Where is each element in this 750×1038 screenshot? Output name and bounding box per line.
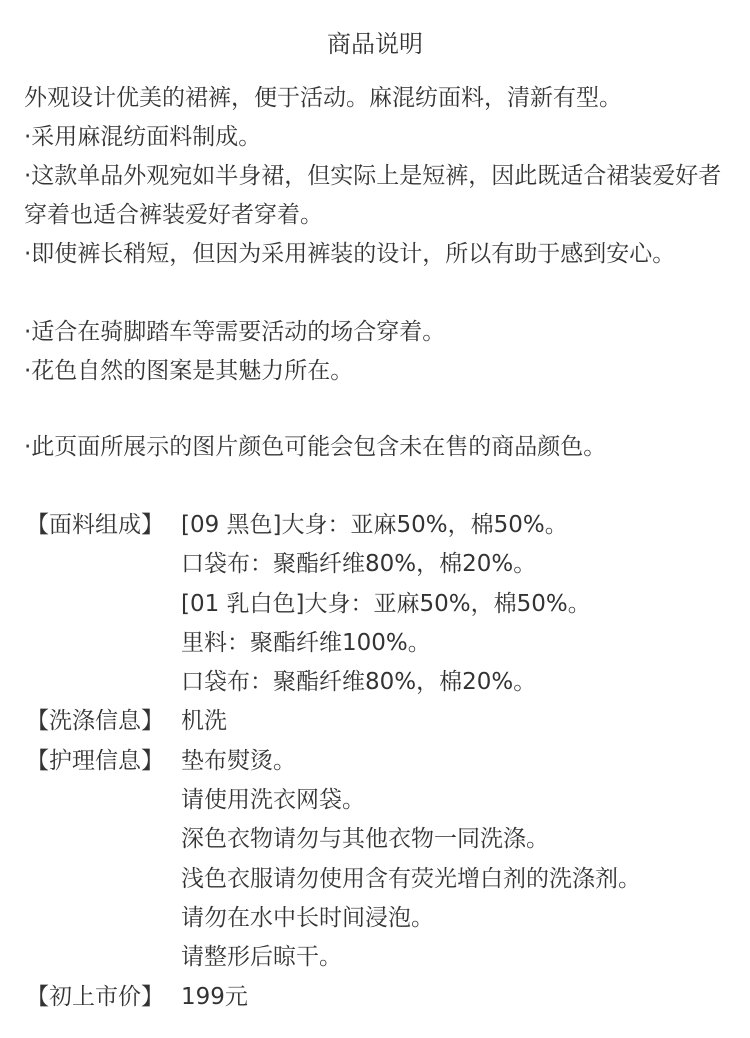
- spec-value-line: 深色衣物请勿与其他衣物一同洗涤。: [181, 826, 549, 853]
- page-title: 商品说明: [327, 30, 423, 58]
- spec-row-care: [26, 742, 730, 978]
- spec-row-wash: [26, 702, 730, 741]
- spec-values-care: [181, 742, 730, 978]
- spec-label-price: 【初上市价】: [26, 983, 164, 1010]
- spec-label-fabric: 【面料组成】: [26, 512, 164, 538]
- bullet-item: ·采用麻混纺面料制成。: [24, 124, 262, 150]
- bullet-item: ·花色自然的图案是其魅力所在。: [24, 358, 354, 384]
- spec-values-fabric: [181, 506, 730, 702]
- spec-label-care: 【护理信息】: [26, 747, 164, 774]
- spec-value-line: 口袋布：聚酯纤维80%，棉20%。: [181, 551, 537, 578]
- bullet-item: ·这款单品外观宛如半身裙，但实际上是短裤，因此既适合裙装爱好者穿着也适合裤装爱好者穿着。: [24, 163, 722, 228]
- spec-values-wash: [181, 702, 730, 741]
- spec-value-line: 垫布熨烫。: [181, 747, 296, 774]
- spec-values-price: [181, 978, 730, 1017]
- spec-table: [26, 506, 730, 1017]
- spec-label-wash: 【洗涤信息】: [26, 708, 164, 735]
- spec-value-line: 口袋布：聚酯纤维80%，棉20%。: [181, 669, 537, 696]
- bullet-item: ·适合在骑脚踏车等需要活动的场合穿着。: [24, 319, 446, 345]
- spec-value-line: [09 黑色]大身：亚麻50%，棉50%。: [181, 512, 568, 538]
- bullet-item: ·即使裤长稍短，但因为采用裤装的设计，所以有助于感到安心。: [24, 241, 676, 267]
- spec-value-line: 请整形后晾干。: [181, 944, 342, 971]
- spec-value-line: 浅色衣服请勿使用含有荧光增白剂的洗涤剂。: [181, 865, 641, 892]
- spec-row-price: [26, 978, 730, 1017]
- color-note: ·此页面所展示的图片颜色可能会包含未在售的商品颜色。: [24, 434, 607, 460]
- spec-row-fabric: [26, 506, 730, 702]
- price-value: 199元: [181, 983, 248, 1010]
- spec-value-line: 请勿在水中长时间浸泡。: [181, 904, 434, 931]
- spec-value-line: 机洗: [181, 708, 227, 735]
- spec-value-line: 里料：聚酯纤维100%。: [181, 629, 431, 656]
- intro-text: 外观设计优美的裙裤，便于活动。麻混纺面料，清新有型。: [24, 85, 622, 111]
- spec-value-line: 请使用洗衣网袋。: [181, 787, 365, 814]
- spec-value-line: [01 乳白色]大身：亚麻50%，棉50%。: [181, 590, 591, 617]
